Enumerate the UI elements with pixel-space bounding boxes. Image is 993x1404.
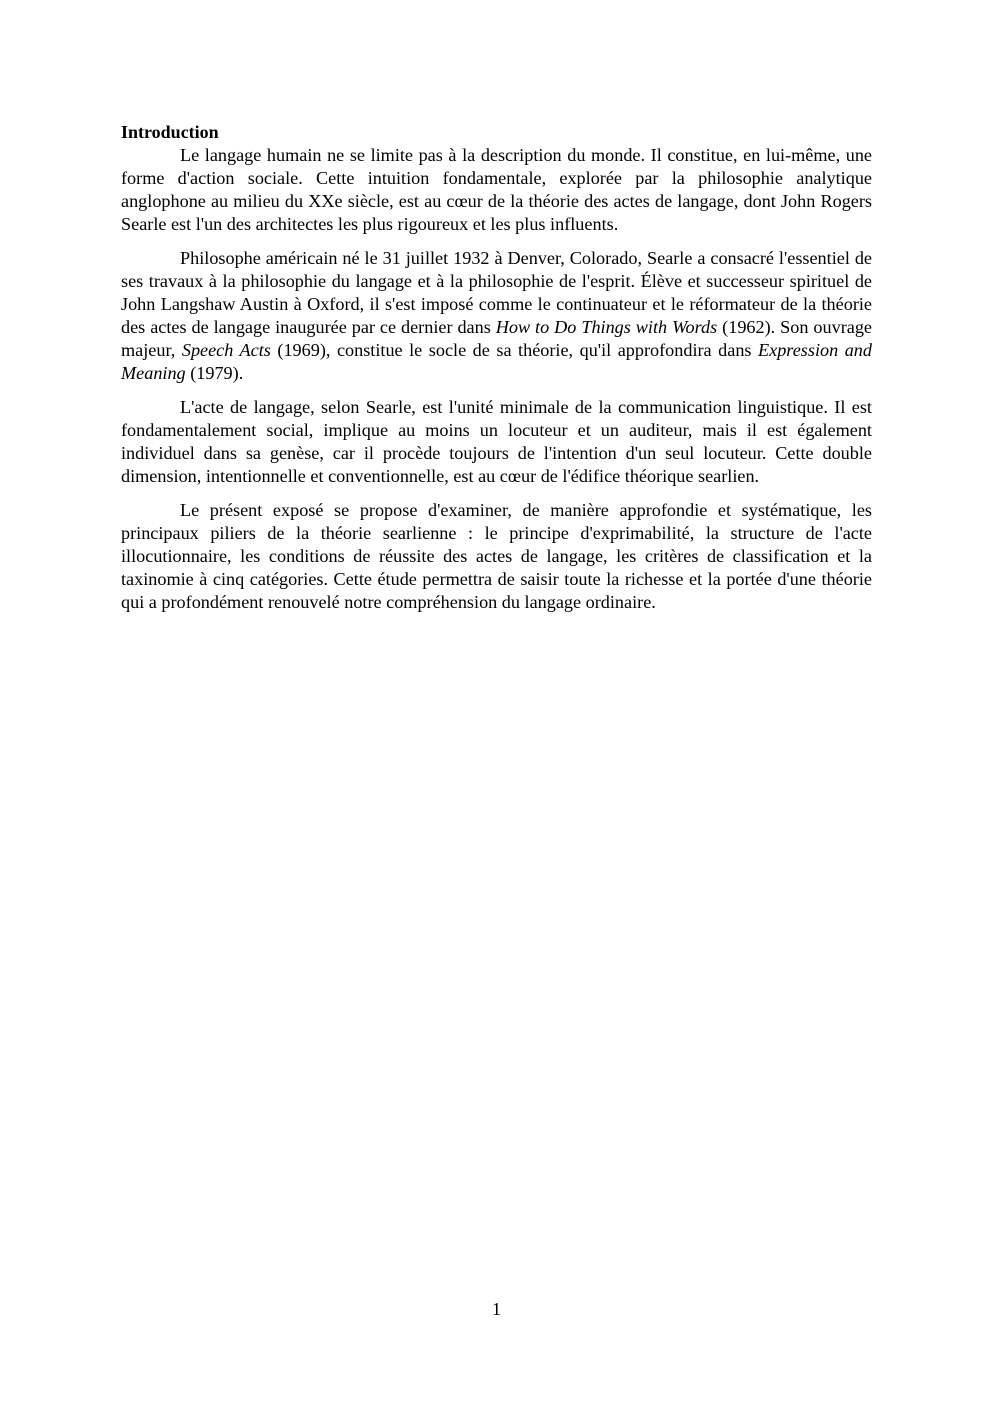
paragraph-text: Le présent exposé se propose d'examiner, de manière approfondie et systématique, les principaux piliers de la théorie searlienne : le principe d'exprimabilité, la structure de l'acte illocutionnaire, les conditions de réussite des actes de langage, les critères de classification et la taxinomie à cinq catégories. Cette étude permettra de saisir toute la richesse et la portée d'une théorie qui a profondément renouvelé notre compréhension du langage ordinaire. xyxy=(121,500,872,612)
paragraph-text: (1969), constitue le socle de sa théorie, qu'il approfondira dans xyxy=(270,340,759,360)
italic-title: Expression and Meaning xyxy=(121,340,872,383)
section-heading: Introduction xyxy=(121,122,219,142)
paragraph-text: (1979). xyxy=(185,363,244,383)
paragraph-text: L'acte de langage, selon Searle, est l'unité minimale de la communication linguistique. Il est fondamentalement social, implique au moins un locuteur et un auditeur, mais il est également individuel dans sa genèse, car il procède toujours de l'intention d'un seul locuteur. Cette double dimension, intentionnelle et conventionnelle, est au cœur de l'édifice théorique searlien. xyxy=(121,397,872,486)
page-content xyxy=(121,121,872,625)
italic-title: How to Do Things with Words xyxy=(495,317,718,337)
paragraph-list xyxy=(121,144,872,614)
page-number: 1 xyxy=(492,1299,501,1319)
italic-title: Speech Acts xyxy=(181,340,271,360)
body-paragraph xyxy=(121,144,872,236)
paragraph-text: Le langage humain ne se limite pas à la description du monde. Il constitue, en lui-même, une forme d'action sociale. Cette intuition fondamentale, explorée par la philosophie analytique anglophone au milieu du XXe siècle, est au cœur de la théorie des actes de langage, dont John Rogers Searle est l'un des architectes les plus rigoureux et les plus influents. xyxy=(121,145,872,234)
body-paragraph xyxy=(121,499,872,614)
paragraph-text: (1962). Son ouvrage majeur, xyxy=(121,317,872,360)
body-paragraph xyxy=(121,247,872,385)
body-paragraph xyxy=(121,396,872,488)
paragraph-text: Philosophe américain né le 31 juillet 1932 à Denver, Colorado, Searle a consacré l'essentiel de ses travaux à la philosophie du langage et à la philosophie de l'esprit. Élève et successeur spirituel de John Langshaw Austin à Oxford, il s'est imposé comme le continuateur et le réformateur de la théorie des actes de langage inaugurée par ce dernier dans xyxy=(121,248,872,337)
